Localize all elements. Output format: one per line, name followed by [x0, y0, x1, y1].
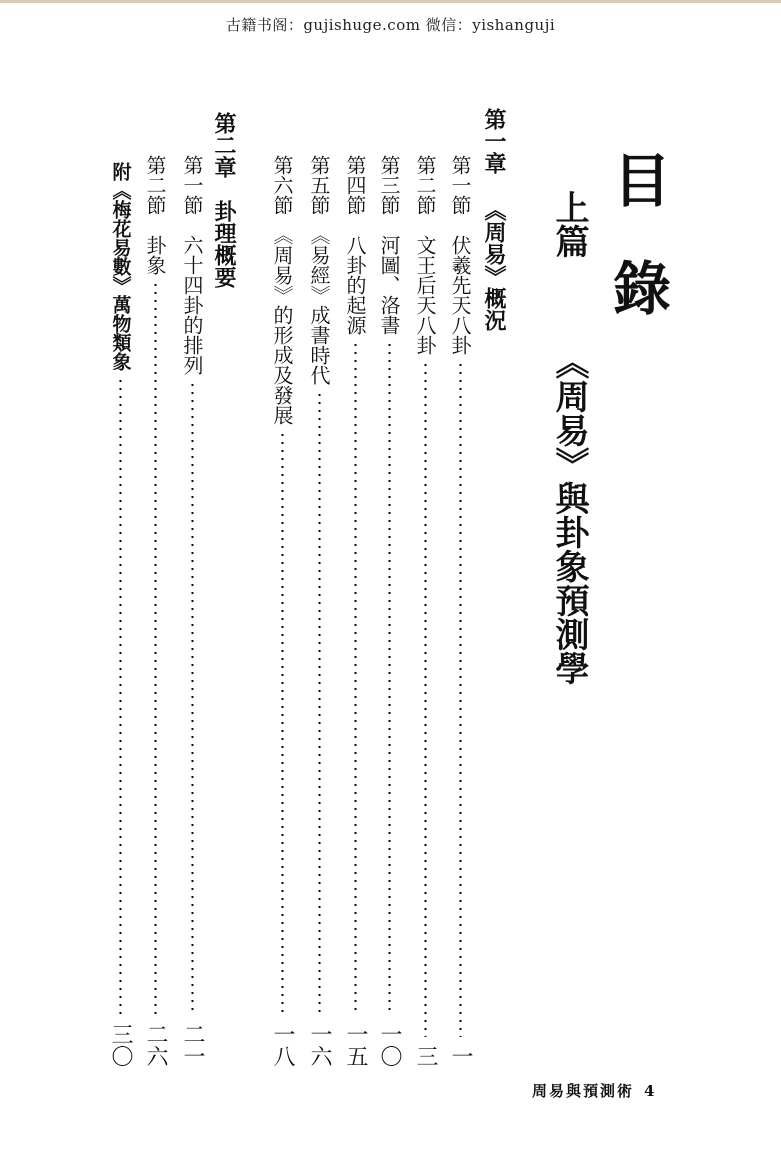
- toc-entry[interactable]: [411, 155, 439, 1067]
- toc-entry-page: 三〇: [108, 1023, 133, 1067]
- toc-entry-label: 第三節 河圖、洛書: [377, 155, 401, 335]
- toc-entry-label: 第六節 《周易》的形成及發展: [270, 155, 294, 425]
- toc-entry-page: 一: [448, 1045, 473, 1067]
- toc-entry-appendix[interactable]: [106, 162, 134, 1067]
- toc-entry-label: 第一節 伏羲先天八卦: [448, 155, 472, 355]
- leader-dots: [318, 391, 321, 1015]
- page-footer: [532, 1080, 656, 1101]
- leader-dots: [119, 377, 122, 1015]
- site-header: 古籍书阁：gujishuge.com 微信：yishanguji: [225, 16, 556, 34]
- toc-entry[interactable]: [141, 155, 169, 1067]
- leader-dots: [388, 341, 391, 1015]
- toc-entry-label: 第一節 六十四卦的排列: [180, 155, 204, 375]
- toc-entry-page: 一五: [343, 1023, 368, 1067]
- toc-entry[interactable]: [268, 155, 296, 1067]
- footer-page-number: 4: [644, 1082, 657, 1100]
- toc-entry[interactable]: [341, 155, 369, 1067]
- part-label: 上篇: [549, 190, 589, 258]
- top-border: [0, 0, 781, 3]
- toc-entry-page: 一八: [270, 1023, 295, 1067]
- toc-entry-label: 第五節 《易經》成書時代: [307, 155, 331, 385]
- leader-dots: [191, 381, 194, 1015]
- leader-dots: [459, 361, 462, 1037]
- toc-entry[interactable]: [446, 155, 474, 1067]
- leader-dots: [424, 361, 427, 1037]
- toc-entry[interactable]: [375, 155, 403, 1067]
- toc-entry-label: 第四節 八卦的起源: [343, 155, 367, 335]
- leader-dots: [354, 341, 357, 1015]
- toc-entry-page: 二六: [143, 1023, 168, 1067]
- toc-entry[interactable]: [305, 155, 333, 1067]
- toc-entry-page: 一〇: [377, 1023, 402, 1067]
- chapter-1-title: 第一章 《周易》概況: [481, 108, 506, 331]
- toc-entry-page: 一六: [307, 1023, 332, 1067]
- toc-entry-page: 三: [413, 1045, 438, 1067]
- toc-entry-label: 第二節 文王后天八卦: [413, 155, 437, 355]
- toc-entry-label: 附《梅花易數》萬物類象: [109, 162, 132, 371]
- leader-dots: [281, 431, 284, 1015]
- toc-entry[interactable]: [178, 155, 206, 1067]
- part-title: 《周易》與卦象預測學: [549, 345, 589, 685]
- chapter-2-title: 第二章 卦理概要: [211, 112, 236, 288]
- leader-dots: [154, 281, 157, 1015]
- toc-title: 目錄: [603, 150, 671, 366]
- footer-book-title: 周易與預測術: [532, 1082, 635, 1100]
- toc-entry-page: 二一: [180, 1023, 205, 1067]
- toc-entry-label: 第二節 卦象: [143, 155, 167, 275]
